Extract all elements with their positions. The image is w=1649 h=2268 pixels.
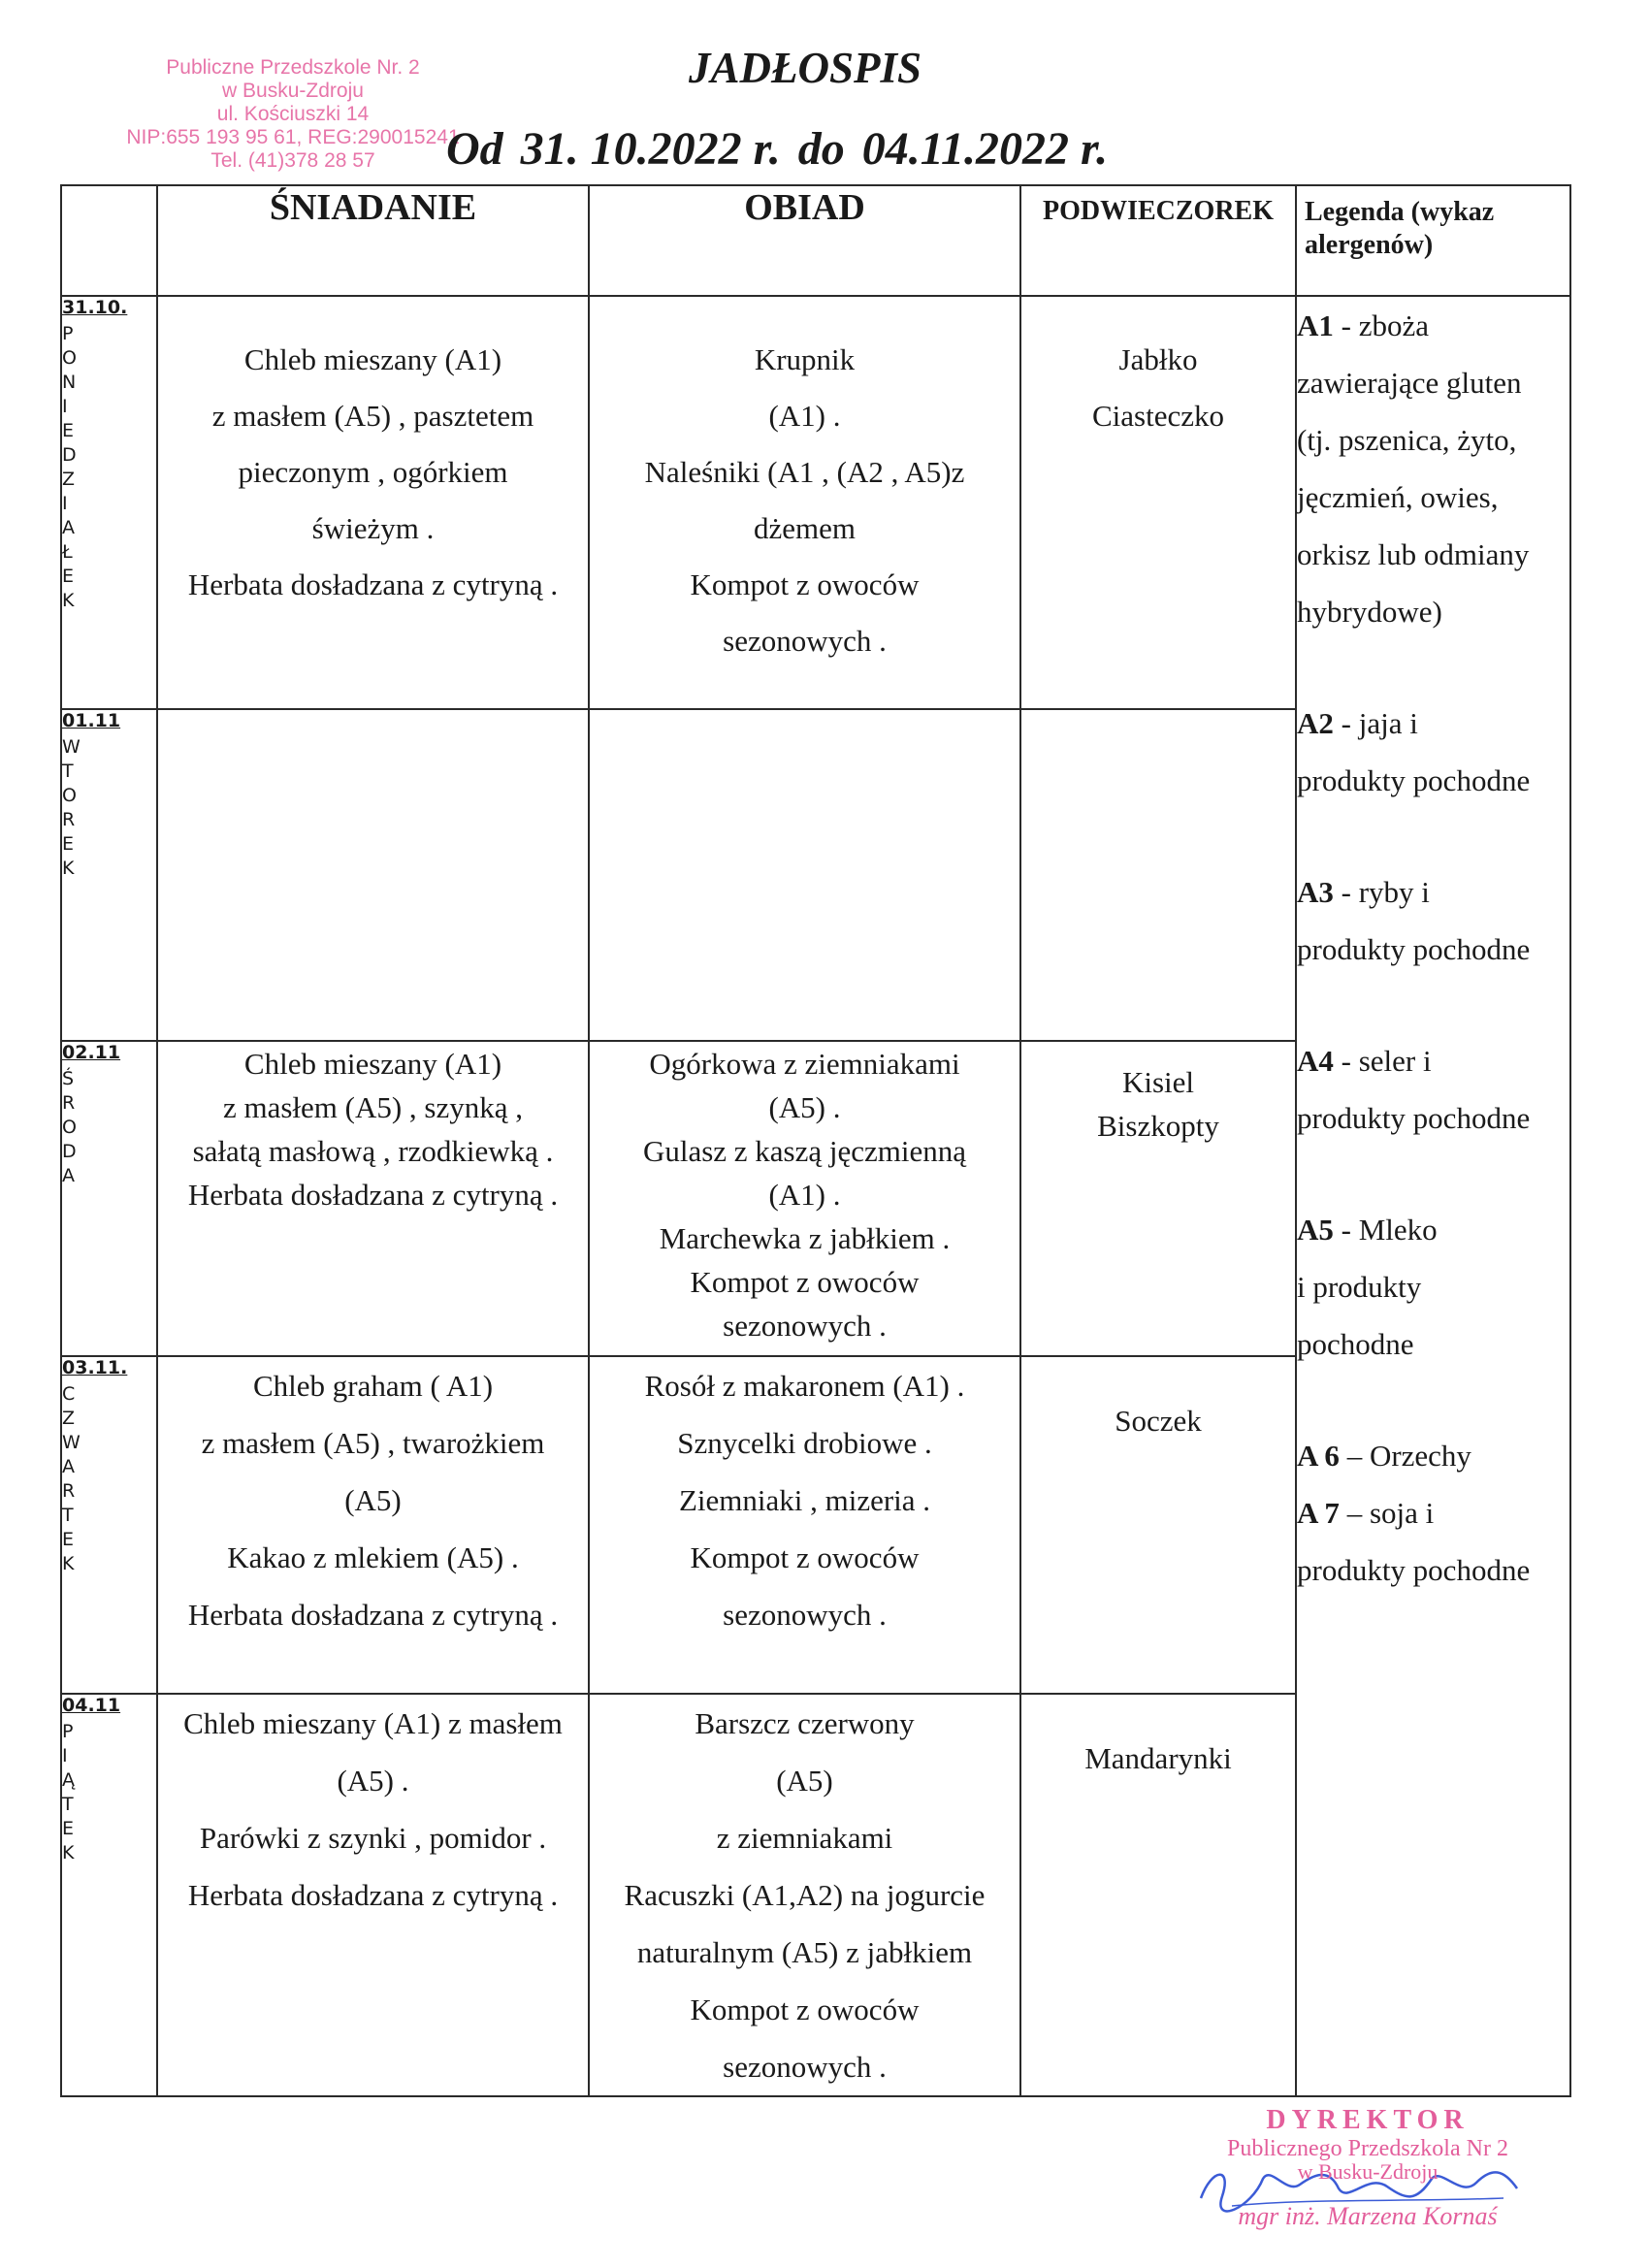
legend-line — [1297, 583, 1569, 640]
day-letter: Ą — [62, 1769, 75, 1791]
day-letter: I — [62, 1745, 68, 1766]
day-date: 01.11 — [62, 710, 121, 731]
legend-line — [1297, 1089, 1569, 1147]
breakfast-line: sałatą masłową , rzodkiewką . — [192, 1134, 554, 1168]
day-letter: D — [62, 444, 77, 466]
lunch-items — [590, 1695, 1019, 2095]
lunch-line: Gulasz z kaszą jęczmienną — [642, 1134, 967, 1168]
breakfast-line: Chleb graham ( A1) — [252, 1369, 494, 1403]
breakfast-line: Herbata dosładzana z cytryną . — [187, 1598, 559, 1632]
legend-line — [1297, 863, 1569, 921]
breakfast-line: (A5) . — [337, 1764, 409, 1798]
breakfast-line: Chleb mieszany (A1) z masłem — [183, 1706, 563, 1740]
legend-line — [1297, 1201, 1569, 1258]
date-range-to-word: do — [797, 123, 845, 175]
lunch-line: Kompot z owoców — [690, 1540, 920, 1574]
allergen-description: produkty pochodne — [1297, 932, 1531, 966]
day-letter: P — [62, 1721, 74, 1742]
snack-cell — [1020, 296, 1296, 709]
day-letter: I — [62, 493, 68, 514]
allergen-description: – soja i — [1339, 1496, 1435, 1530]
day-letter: N — [62, 372, 77, 393]
breakfast-items — [158, 1357, 588, 1643]
legend-line — [1297, 1032, 1569, 1089]
breakfast-items — [158, 1042, 588, 1216]
breakfast-line: z masłem (A5) , twarożkiem — [201, 1426, 545, 1460]
allergen-description: hybrydowe) — [1297, 595, 1442, 629]
day-cell — [61, 1356, 157, 1694]
day-letter: D — [62, 1141, 77, 1162]
breakfast-line: świeżym . — [311, 511, 435, 545]
snack-line: Ciasteczko — [1091, 399, 1224, 433]
breakfast-cell — [157, 1356, 589, 1694]
day-date: 02.11 — [62, 1042, 121, 1063]
legend-item — [1297, 695, 1569, 809]
snack-line: Jabłko — [1118, 342, 1198, 376]
allergen-description: produkty pochodne — [1297, 763, 1531, 797]
day-name-vertical — [62, 1382, 156, 1576]
lunch-line: sezonowych . — [723, 2050, 887, 2084]
allergen-code: A3 — [1297, 875, 1334, 909]
signature-line: w Busku-Zdroju — [1297, 2159, 1439, 2184]
allergen-description: produkty pochodne — [1297, 1101, 1531, 1135]
allergen-description: - Mleko — [1333, 1213, 1438, 1247]
legend-line — [1297, 752, 1569, 809]
lunch-items — [590, 1357, 1019, 1643]
legend-line — [1297, 695, 1569, 752]
director-signature — [1145, 2105, 1591, 2231]
lunch-line: sezonowych . — [723, 624, 887, 658]
lunch-cell — [589, 1694, 1020, 2096]
lunch-line: Barszcz czerwony — [695, 1706, 915, 1740]
lunch-line: naturalnym (A5) z jabłkiem — [636, 1935, 973, 1969]
legend-item — [1297, 1032, 1569, 1147]
breakfast-line: Herbata dosładzana z cytryną . — [187, 567, 559, 601]
lunch-line: Racuszki (A1,A2) na jogurcie — [624, 1878, 986, 1912]
day-date: 31.10. — [62, 297, 128, 318]
day-letter: K — [62, 1842, 75, 1863]
day-letter: T — [62, 761, 74, 782]
stamp-line: Publiczne Przedszkole Nr. 2 — [166, 56, 420, 79]
day-letter: W — [62, 736, 81, 758]
day-letter: O — [62, 1117, 77, 1138]
day-letter: Ł — [62, 541, 73, 563]
day-letter: R — [62, 809, 76, 830]
lunch-cell — [589, 709, 1020, 1041]
day-name-vertical — [62, 735, 156, 881]
date-range — [446, 122, 1125, 176]
lunch-line: (A1) . — [768, 1178, 841, 1212]
lunch-line: (A1) . — [768, 399, 841, 433]
day-letter: A — [62, 517, 75, 538]
breakfast-line: z masłem (A5) , pasztetem — [211, 399, 534, 433]
stamp-line: NIP:655 193 95 61, REG:290015241 — [126, 126, 460, 148]
allergen-code: A5 — [1297, 1213, 1334, 1247]
header-legend: Legenda (wykaz alergenów) — [1296, 185, 1570, 296]
allergen-description: - ryby i — [1333, 875, 1430, 909]
snack-cell — [1020, 1694, 1296, 2096]
day-letter: T — [62, 1505, 74, 1526]
allergen-description: - zboża — [1333, 308, 1429, 342]
allergen-legend — [1296, 296, 1570, 2096]
snack-line: Soczek — [1115, 1404, 1202, 1438]
day-letter: E — [62, 833, 75, 855]
day-letter: K — [62, 590, 75, 611]
legend-item — [1297, 1484, 1569, 1599]
lunch-line: Kompot z owoców — [690, 567, 920, 601]
breakfast-cell — [157, 709, 589, 1041]
snack-items — [1021, 297, 1295, 444]
lunch-items — [590, 1042, 1019, 1347]
date-range-from: 31. 10.2022 r. — [520, 123, 781, 175]
legend-line — [1297, 1541, 1569, 1599]
legend-line — [1297, 526, 1569, 583]
breakfast-line: Herbata dosładzana z cytryną . — [187, 1178, 559, 1212]
lunch-cell — [589, 296, 1020, 709]
breakfast-items — [158, 1695, 588, 1924]
lunch-line: Ogórkowa z ziemniakami — [649, 1047, 960, 1081]
allergen-description: - jaja i — [1333, 706, 1418, 740]
lunch-line: Kompot z owoców — [690, 1265, 920, 1299]
allergen-code: A4 — [1297, 1044, 1334, 1078]
lunch-line: dżemem — [753, 511, 856, 545]
day-letter: T — [62, 1794, 74, 1815]
day-letter: W — [62, 1432, 81, 1453]
day-letter: K — [62, 1553, 75, 1574]
breakfast-line: Herbata dosładzana z cytryną . — [187, 1878, 559, 1912]
allergen-description: – Orzechy — [1339, 1439, 1471, 1473]
snack-cell — [1020, 1356, 1296, 1694]
day-letter: O — [62, 347, 77, 369]
breakfast-line: z masłem (A5) , szynką , — [222, 1090, 524, 1124]
legend-line — [1297, 921, 1569, 978]
legend-line — [1297, 1427, 1569, 1484]
legend-line — [1297, 1315, 1569, 1373]
lunch-line: z ziemniakami — [716, 1821, 893, 1855]
day-letter: P — [62, 323, 74, 344]
header-snack: PODWIECZOREK — [1020, 185, 1296, 296]
day-name-vertical — [62, 1067, 156, 1188]
day-date: 04.11 — [62, 1695, 121, 1716]
allergen-description: jęczmień, owies, — [1297, 480, 1499, 514]
allergen-description: (tj. pszenica, żyto, — [1297, 423, 1517, 457]
day-letter: E — [62, 1818, 75, 1839]
legend-item — [1297, 1201, 1569, 1373]
day-letter: E — [62, 420, 75, 441]
legend-line — [1297, 1258, 1569, 1315]
day-letter: O — [62, 785, 77, 806]
day-letter: Ś — [62, 1068, 75, 1089]
breakfast-items — [158, 297, 588, 613]
allergen-description: pochodne — [1297, 1327, 1414, 1361]
stamp-line: ul. Kościuszki 14 — [216, 103, 370, 125]
allergen-description: produkty pochodne — [1297, 1553, 1531, 1587]
legend-line — [1297, 1484, 1569, 1541]
stamp-line: w Busku-Zdroju — [222, 80, 364, 102]
breakfast-line: Parówki z szynki , pomidor . — [199, 1821, 547, 1855]
snack-items — [1021, 1042, 1295, 1148]
stamp-line: Tel. (41)378 28 57 — [210, 149, 375, 172]
breakfast-line: Kakao z mlekiem (A5) . — [227, 1540, 519, 1574]
lunch-line: (A5) — [776, 1764, 833, 1798]
day-letter: E — [62, 1529, 75, 1550]
lunch-cell — [589, 1041, 1020, 1356]
day-letter: C — [62, 1383, 76, 1405]
allergen-description: - seler i — [1333, 1044, 1432, 1078]
lunch-line: sezonowych . — [723, 1598, 887, 1632]
legend-line — [1297, 469, 1569, 526]
allergen-code: A 7 — [1297, 1496, 1340, 1530]
breakfast-line: pieczonym , ogórkiem — [238, 455, 508, 489]
day-cell — [61, 1041, 157, 1356]
snack-line: Biszkopty — [1097, 1109, 1219, 1143]
legend-item — [1297, 1427, 1569, 1484]
signature-line: Publicznego Przedszkola Nr 2 — [1227, 2136, 1508, 2161]
breakfast-cell — [157, 1694, 589, 2096]
day-date: 03.11. — [62, 1357, 128, 1378]
legend-line — [1297, 297, 1569, 354]
legend-line — [1297, 354, 1569, 411]
lunch-line: Krupnik — [754, 342, 856, 376]
lunch-cell — [589, 1356, 1020, 1694]
allergen-code: A 6 — [1297, 1439, 1340, 1473]
day-letter: K — [62, 858, 75, 879]
lunch-line: sezonowych . — [723, 1309, 887, 1343]
allergen-description: orkisz lub odmiany — [1297, 537, 1530, 571]
lunch-line: Sznycelki drobiowe . — [677, 1426, 932, 1460]
table-row — [61, 296, 1570, 709]
breakfast-line: Chleb mieszany (A1) — [243, 342, 502, 376]
breakfast-cell — [157, 296, 589, 709]
allergen-description: zawierające gluten — [1297, 366, 1522, 400]
date-range-to: 04.11.2022 r. — [861, 123, 1109, 175]
day-letter: Z — [62, 1408, 76, 1429]
allergen-description: i produkty — [1297, 1270, 1422, 1304]
day-letter: I — [62, 396, 68, 417]
day-name-vertical — [62, 322, 156, 613]
snack-items — [1021, 1357, 1295, 1449]
day-cell — [61, 296, 157, 709]
lunch-line: Kompot z owoców — [690, 1993, 920, 2026]
day-letter: A — [62, 1165, 75, 1186]
header-day — [61, 185, 157, 296]
lunch-line: Rosół z makaronem (A1) . — [644, 1369, 965, 1403]
lunch-line: Ziemniaki , mizeria . — [678, 1483, 931, 1517]
breakfast-line: (A5) — [344, 1483, 402, 1517]
snack-cell — [1020, 1041, 1296, 1356]
day-name-vertical — [62, 1720, 156, 1865]
signature-title: DYREKTOR — [1266, 2105, 1470, 2135]
header-breakfast: ŚNIADANIE — [157, 185, 589, 296]
header-lunch: OBIAD — [589, 185, 1020, 296]
day-letter: E — [62, 566, 75, 587]
breakfast-cell — [157, 1041, 589, 1356]
legend-line — [1297, 411, 1569, 469]
allergen-code: A2 — [1297, 706, 1334, 740]
signature-name: mgr inż. Marzena Kornaś — [1238, 2202, 1498, 2230]
legend-item — [1297, 863, 1569, 978]
day-cell — [61, 709, 157, 1041]
snack-items — [1021, 1695, 1295, 1787]
menu-table — [60, 184, 1571, 2097]
lunch-line: Naleśniki (A1 , (A2 , A5)z — [644, 455, 965, 489]
breakfast-line: Chleb mieszany (A1) — [243, 1047, 502, 1081]
lunch-line: Marchewka z jabłkiem . — [659, 1221, 951, 1255]
day-letter: A — [62, 1456, 75, 1477]
day-cell — [61, 1694, 157, 2096]
day-letter: R — [62, 1092, 76, 1114]
page-title: JADŁOSPIS — [688, 44, 922, 92]
snack-line: Kisiel — [1121, 1065, 1195, 1099]
snack-line: Mandarynki — [1084, 1741, 1232, 1775]
date-range-from-word: Od — [446, 123, 503, 175]
day-letter: Z — [62, 469, 76, 490]
lunch-line: (A5) . — [768, 1090, 841, 1124]
legend-item — [1297, 297, 1569, 640]
lunch-items — [590, 297, 1019, 669]
snack-cell — [1020, 709, 1296, 1041]
day-letter: R — [62, 1480, 76, 1502]
allergen-code: A1 — [1297, 308, 1334, 342]
